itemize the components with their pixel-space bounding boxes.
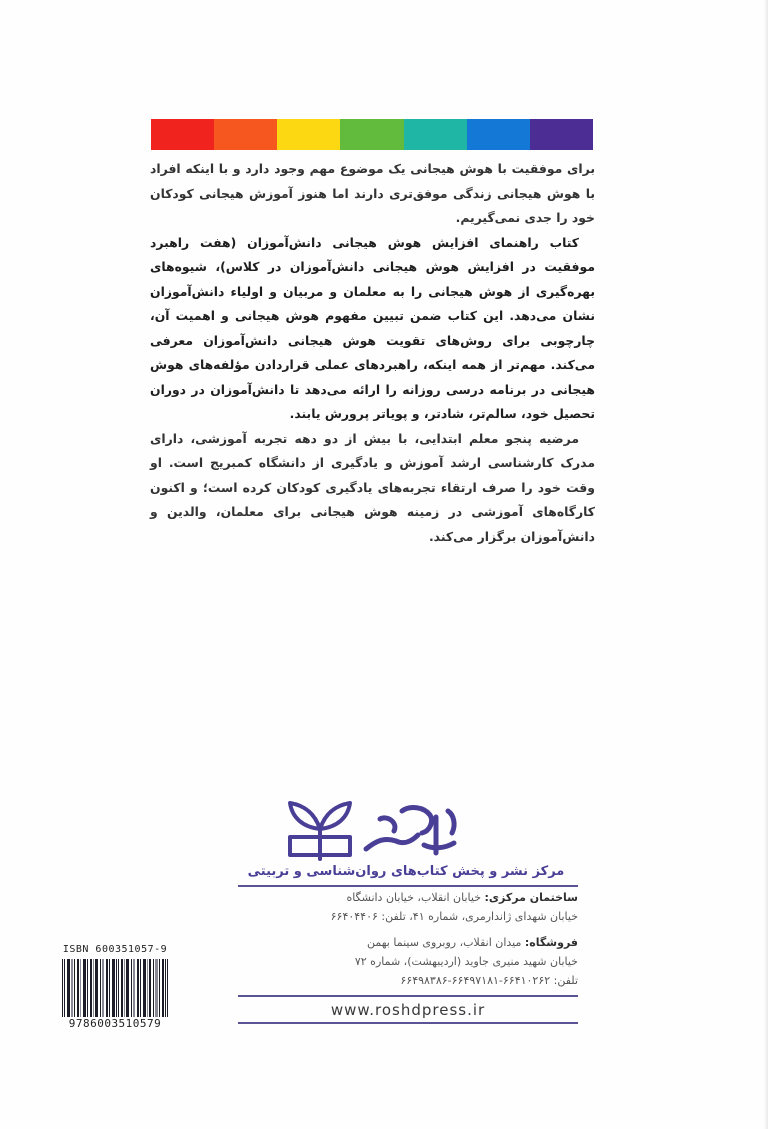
central-office-address xyxy=(238,888,578,926)
color-swatch-teal xyxy=(404,119,467,150)
blurb-paragraph-book-summary: کتاب راهنمای افزایش هوش هیجانی دانش‌آموزان (هفت راهبرد موفقیت در افزایش هوش هیجانی دانش‌آموزان در کلاس)، شیوه‌های بهره‌گیری از هوش هیجانی را به معلمان و مربیان و اولیاء دانش‌آموزان نشان می‌دهد. این کتاب ضمن تبیین مفهوم هوش هیجانی و اهمیت آن، چارچوبی برای روش‌های تقویت هوش هیجانی دانش‌آموزان معرفی می‌کند. مهم‌تر از همه اینکه، راهبردهای عملی قراردادن مؤلفه‌های هوش هیجانی در برنامه درسی روزانه را ارائه می‌دهد تا دانش‌آموزان در دوران تحصیل خود، سالم‌تر، شادتر، و پویاتر پرورش یابند. xyxy=(150,234,595,421)
barcode-bars xyxy=(62,959,170,1021)
blurb-paragraph-author-bio: مرضیه پنجو معلم ابتدایی، با بیش از دو دهه تجربه آموزشی، دارای مدرک کارشناسی ارشد آموزش و یادگیری از دانشگاه کمبریج است. او وقت خود را صرف ارتقاء تجربه‌های یادگیری کودکان کرده است؛ و اکنون کارگاه‌های آموزشی در زمینه هوش هیجانی برای معلمان، والدین و دانش‌آموزان برگزار می‌کند. xyxy=(150,430,595,544)
blurb-paragraph-intro: برای موفقیت با هوش هیجانی یک موضوع مهم وجود دارد و با اینکه افراد با هوش هیجانی زندگی موفق‌تری دارند اما هنوز آموزش هیجانی کودکان خود را جدی نمی‌گیریم. xyxy=(150,161,595,225)
publisher-logo xyxy=(284,797,464,863)
color-swatch-green xyxy=(340,119,403,150)
color-swatch-red xyxy=(151,119,214,150)
divider-line xyxy=(238,995,578,997)
isbn-label: ISBN 600351057-9 xyxy=(62,944,168,955)
color-swatch-yellow xyxy=(277,119,340,150)
divider-line xyxy=(238,1022,578,1024)
page-edge-shadow xyxy=(764,0,768,1129)
isbn-barcode xyxy=(56,944,174,1036)
central-office-line-2: خیابان شهدای ژاندارمری، شماره ۴۱، تلفن: ۶۶۴۰۴۴۰۶ xyxy=(330,910,578,923)
central-office-line-1 xyxy=(238,888,578,907)
color-swatch-blue xyxy=(467,119,530,150)
publisher-tagline: مرکز نشر و پخش کتاب‌های روان‌شناسی و تربیتی xyxy=(247,864,565,879)
color-swatch-orange xyxy=(214,119,277,150)
store-street: میدان انقلاب، روبروی سینما بهمن xyxy=(367,936,522,949)
publisher-website[interactable]: www.roshdpress.ir xyxy=(330,1001,486,1019)
store-label: فروشگاه: xyxy=(524,936,578,949)
store-line-2: خیابان شهید منیری جاوید (اردیبهشت)، شماره ۷۲ xyxy=(354,955,578,968)
rainbow-color-bar xyxy=(151,119,593,150)
color-swatch-purple xyxy=(530,119,593,150)
ean-number: 9786003510579 xyxy=(53,1017,177,1030)
back-cover-blurb xyxy=(150,157,595,549)
sprout-book-logo-icon xyxy=(284,797,464,863)
central-office-street: خیابان انقلاب، خیابان دانشگاه xyxy=(346,891,482,904)
divider-line xyxy=(238,885,578,887)
central-office-label: ساختمان مرکزی: xyxy=(484,891,578,904)
store-phone: تلفن: ۶۶۴۱۰۲۶۲-۶۶۴۹۷۱۸۱-۶۶۴۹۸۳۸۶ xyxy=(400,974,578,987)
store-line-1 xyxy=(238,933,578,952)
store-address xyxy=(238,933,578,990)
